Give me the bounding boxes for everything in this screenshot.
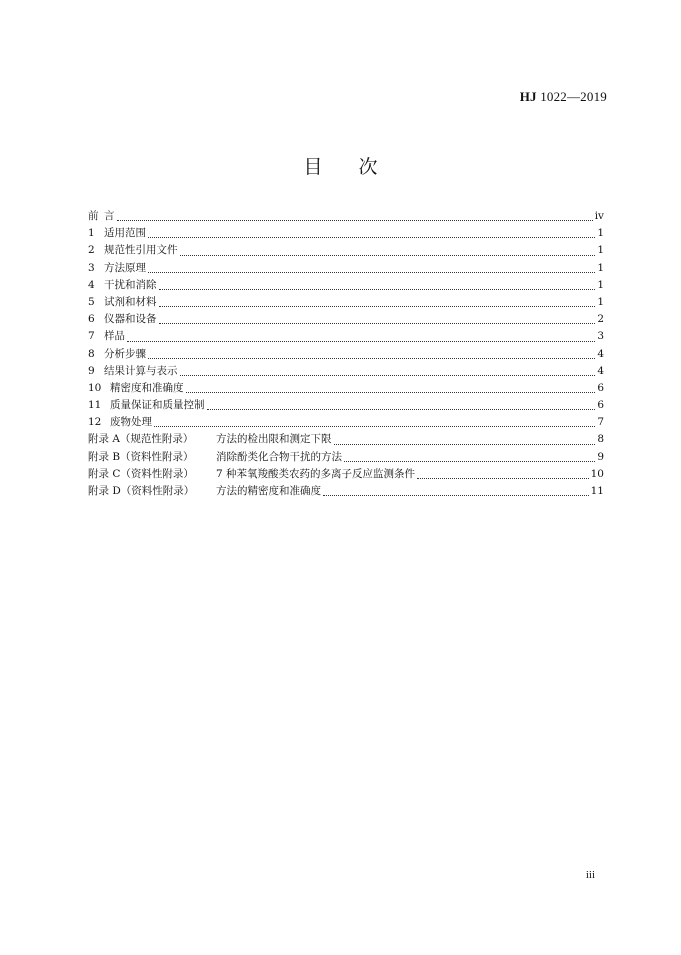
toc-entry-number: 附录 A（规范性附录） [88, 433, 194, 446]
toc-leader-dots [180, 255, 596, 256]
toc-title-part2: 次 [358, 156, 378, 178]
toc-leader-dots [148, 272, 595, 273]
toc-entry-number: 8 [88, 347, 95, 360]
toc-entry-label: 精密度和准确度 [110, 381, 184, 394]
toc-title-part1: 目 [303, 156, 323, 178]
toc-entry-4[interactable] [88, 277, 604, 294]
toc-leader-dots [417, 478, 589, 479]
toc-entry-number: 5 [88, 295, 95, 308]
toc-entry-number: 附录 C（资料性附录） [88, 467, 194, 480]
toc-entry-label: 言 [104, 210, 115, 222]
toc-entry-6[interactable] [88, 311, 604, 328]
toc-entry-page: 8 [597, 433, 604, 446]
toc-entry-label: 消除酚类化合物干扰的方法 [216, 450, 342, 463]
toc-entry-page: 4 [597, 347, 604, 360]
toc-leader-dots [154, 426, 595, 427]
toc-entry-number: 7 [88, 330, 95, 343]
toc-entry-page: 2 [597, 313, 604, 326]
page-number: iii [585, 869, 595, 881]
toc-entry-label: 样品 [104, 330, 125, 343]
toc-entry-10[interactable] [88, 380, 604, 397]
toc-entry-1[interactable] [88, 225, 604, 242]
document-year-number: 1022—2019 [540, 89, 607, 104]
toc-entry-label: 试剂和材料 [104, 295, 157, 308]
toc-entry-page: 6 [597, 381, 604, 394]
toc-leader-dots [186, 392, 596, 393]
toc-entry-label: 方法原理 [104, 261, 146, 274]
toc-list [88, 208, 604, 500]
toc-entry-9[interactable] [88, 363, 604, 380]
toc-entry-appendix-a[interactable] [88, 431, 604, 448]
toc-entry-page: 1 [597, 295, 604, 308]
toc-entry-page: 6 [597, 399, 604, 412]
toc-leader-dots [180, 375, 596, 376]
document-code: HJ [519, 89, 537, 104]
toc-leader-dots [159, 289, 596, 290]
toc-entry-appendix-b[interactable] [88, 449, 604, 466]
toc-entry-label: 方法的精密度和准确度 [216, 485, 321, 497]
toc-entry-page: 11 [590, 485, 604, 497]
toc-entry-appendix-c[interactable] [88, 466, 604, 483]
toc-entry-label: 7 种苯氧羧酸类农药的多离子反应监测条件 [216, 467, 416, 480]
toc-entry-label: 分析步骤 [104, 347, 146, 360]
toc-title [0, 152, 681, 179]
toc-entry-7[interactable] [88, 328, 604, 345]
toc-leader-dots [117, 220, 593, 221]
toc-entry-page: 1 [597, 227, 604, 240]
toc-leader-dots [127, 341, 595, 342]
toc-entry-label: 结果计算与表示 [104, 364, 178, 377]
toc-entry-foreword[interactable] [88, 208, 604, 225]
toc-leader-dots [159, 306, 596, 307]
toc-entry-label: 废物处理 [110, 416, 152, 429]
toc-entry-number: 附录 D（资料性附录） [88, 485, 195, 497]
toc-entry-number: 11 [88, 399, 102, 412]
toc-entry-number: 6 [88, 313, 95, 326]
toc-entry-page: 1 [597, 278, 604, 291]
toc-entry-page: 1 [597, 261, 604, 274]
toc-entry-page: 10 [590, 467, 604, 480]
document-number [520, 89, 607, 105]
toc-entry-number: 1 [88, 227, 95, 240]
toc-entry-number: 4 [88, 278, 95, 291]
toc-entry-label: 方法的检出限和测定下限 [216, 433, 332, 446]
toc-entry-5[interactable] [88, 294, 604, 311]
toc-entry-page: iv [594, 210, 604, 222]
toc-leader-dots [159, 323, 596, 324]
toc-leader-dots [148, 358, 595, 359]
toc-entry-page: 9 [597, 450, 604, 463]
toc-entry-label: 干扰和消除 [104, 278, 157, 291]
toc-entry-8[interactable] [88, 346, 604, 363]
toc-entry-label: 仪器和设备 [104, 313, 157, 326]
toc-leader-dots [344, 461, 595, 462]
toc-entry-appendix-d[interactable] [88, 483, 604, 500]
toc-entry-label: 质量保证和质量控制 [110, 399, 205, 412]
toc-entry-page: 7 [597, 416, 604, 429]
toc-entry-label: 适用范围 [104, 227, 146, 240]
toc-entry-3[interactable] [88, 260, 604, 277]
toc-entry-number: 3 [88, 261, 95, 274]
toc-entry-12[interactable] [88, 414, 604, 431]
toc-leader-dots [148, 237, 595, 238]
toc-entry-number: 10 [88, 381, 102, 394]
toc-entry-page: 1 [597, 244, 604, 257]
toc-entry-label: 规范性引用文件 [104, 244, 178, 257]
toc-entry-number: 2 [88, 244, 95, 257]
toc-entry-page: 3 [597, 330, 604, 343]
toc-entry-number: 前 [88, 210, 99, 222]
toc-entry-2[interactable] [88, 242, 604, 259]
toc-leader-dots [334, 444, 596, 445]
toc-entry-number: 附录 B（资料性附录） [88, 450, 194, 463]
toc-leader-dots [323, 495, 589, 496]
toc-leader-dots [207, 409, 596, 410]
toc-entry-page: 4 [597, 364, 604, 377]
toc-entry-number: 9 [88, 364, 95, 377]
toc-entry-number: 12 [88, 416, 102, 429]
toc-entry-11[interactable] [88, 397, 604, 414]
